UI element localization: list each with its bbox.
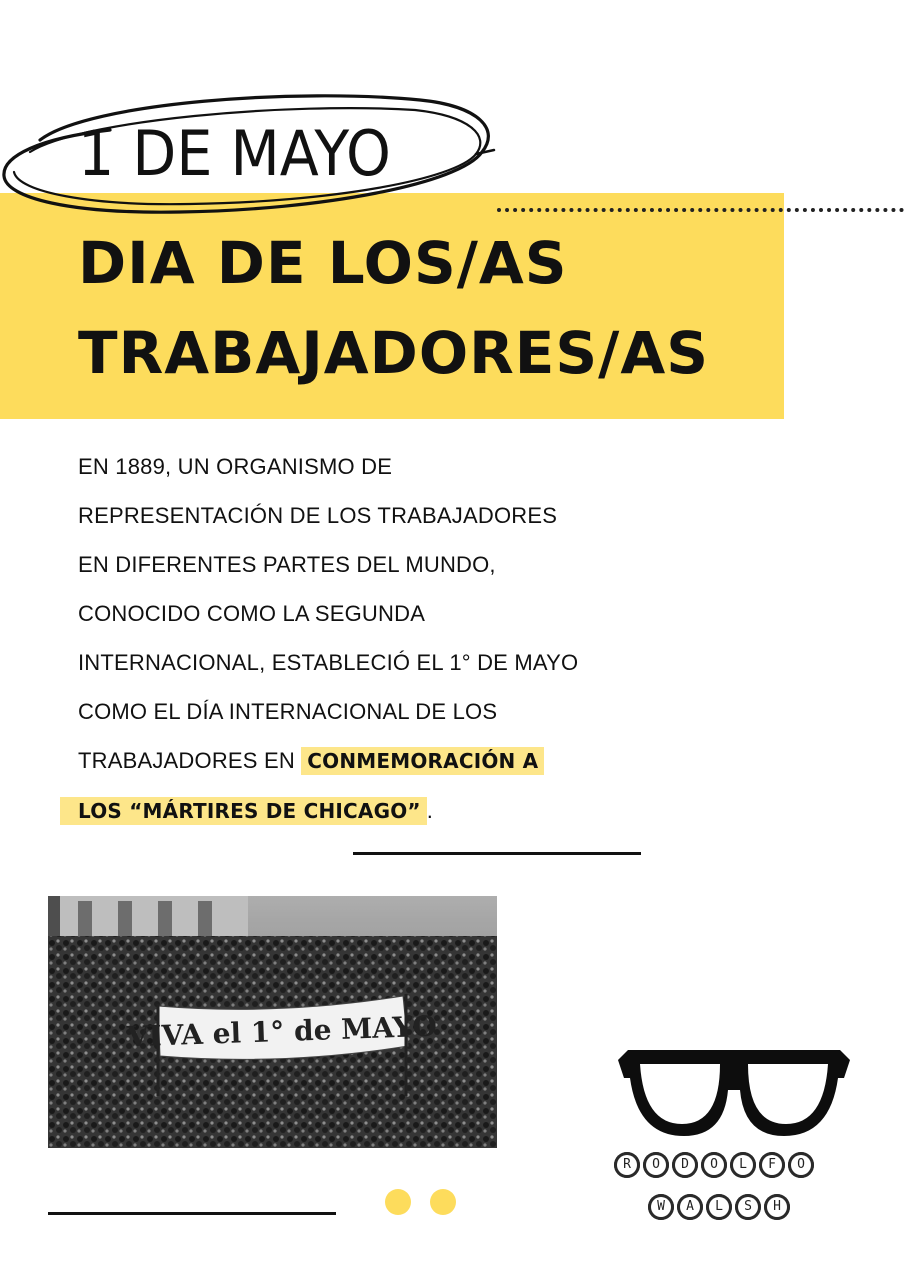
logo-text-rodolfo xyxy=(614,1152,817,1183)
logo-letter: F xyxy=(759,1152,785,1178)
body-paragraph xyxy=(78,442,688,836)
body-line: CONOCIDO COMO LA SEGUNDA xyxy=(78,601,426,626)
logo-letter: D xyxy=(672,1152,698,1178)
divider-line xyxy=(48,1212,336,1215)
dotted-divider xyxy=(497,208,904,212)
logo-letter: A xyxy=(677,1194,703,1220)
decorative-dot xyxy=(430,1189,456,1215)
logo-text-walsh xyxy=(648,1194,793,1225)
body-line-8-suffix: . xyxy=(426,798,434,823)
headline-line-2: TRABAJADORES/AS xyxy=(78,319,710,387)
logo-letter: L xyxy=(730,1152,756,1178)
date-title: 1 DE MAYO xyxy=(78,117,391,190)
highlighted-phrase: LOS “MÁRTIRES DE CHICAGO” xyxy=(60,797,427,825)
body-line-7-prefix: TRABAJADORES EN xyxy=(78,748,302,773)
logo-letter: O xyxy=(643,1152,669,1178)
body-line-8 xyxy=(78,786,688,836)
may-day-crowd-photo xyxy=(48,896,497,1148)
body-line-7 xyxy=(78,736,688,786)
logo-letter: W xyxy=(648,1194,674,1220)
divider-line xyxy=(353,852,641,855)
body-line: EN DIFERENTES PARTES DEL MUNDO, xyxy=(78,552,496,577)
decorative-dot xyxy=(385,1189,411,1215)
crowd-photo-graphic xyxy=(48,896,497,1148)
body-line: COMO EL DÍA INTERNACIONAL DE LOS xyxy=(78,699,498,724)
body-line: REPRESENTACIÓN DE LOS TRABAJADORES xyxy=(78,503,558,528)
body-line: EN 1889, UN ORGANISMO DE xyxy=(78,454,393,479)
headline-line-1: DIA DE LOS/AS xyxy=(78,229,568,297)
logo-letter: R xyxy=(614,1152,640,1178)
glasses-icon xyxy=(612,1040,856,1140)
body-line: INTERNACIONAL, ESTABLECIÓ EL 1° DE MAYO xyxy=(78,650,579,675)
logo-letter: H xyxy=(764,1194,790,1220)
logo-letter: O xyxy=(788,1152,814,1178)
logo-letter: O xyxy=(701,1152,727,1178)
highlighted-phrase: CONMEMORACIÓN A xyxy=(301,747,544,775)
logo-letter: S xyxy=(735,1194,761,1220)
logo-letter: L xyxy=(706,1194,732,1220)
banner-text: VIVA el 1° de MAYO xyxy=(126,1009,438,1054)
